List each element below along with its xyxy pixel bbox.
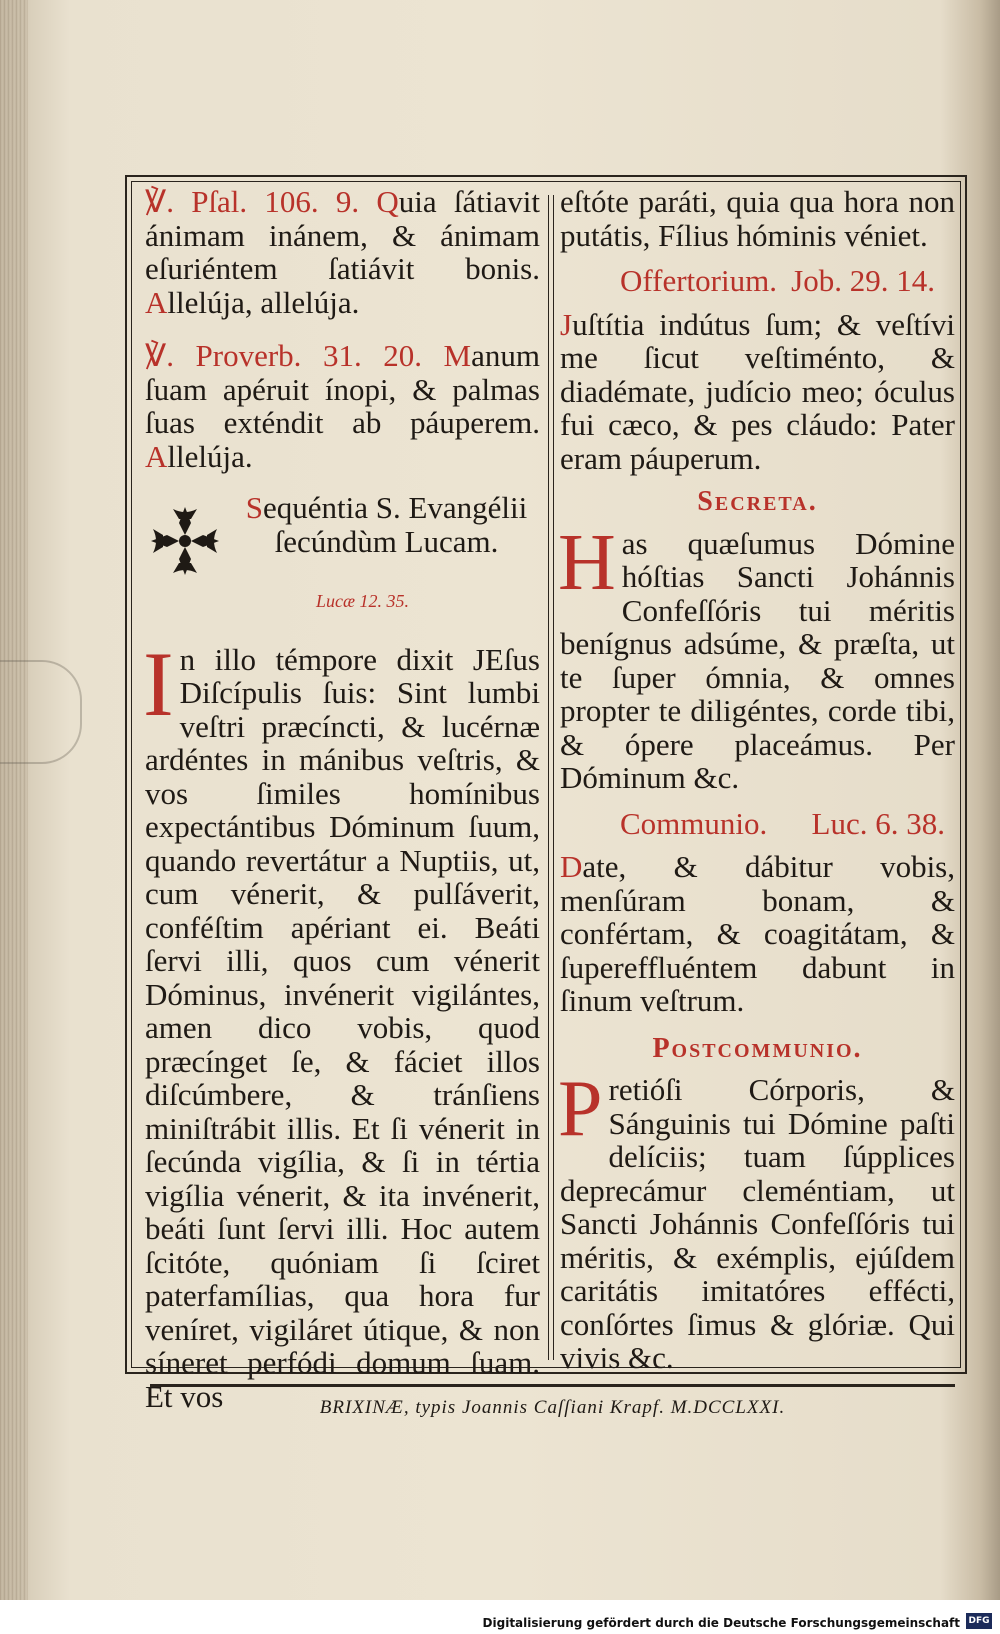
communion-ref: Luc. 6. 38. (811, 805, 945, 841)
page-tab-mark (0, 660, 82, 764)
sequence-title-line1: equéntia S. Evangélii (262, 490, 528, 525)
offertory-heading (560, 264, 955, 298)
offertory-body: uſtítia indútus ſum; & veſtívi me ſicut veſtiménto, & diadémate, judício meo; óculus fui cæco, & pes cláudo: Pater eram páuperum. (560, 306, 955, 476)
secret-initial: H (558, 518, 616, 607)
offertory-ref: Job. 29. 14. (791, 263, 935, 298)
verse1-alleluia-initial: A (145, 284, 168, 320)
postcommunion-initial: P (558, 1065, 603, 1153)
sequence-title (233, 491, 540, 558)
cross-fleury-icon (145, 501, 225, 581)
sequence-heading (145, 491, 540, 581)
verse1-alleluia-text: llelúja, allelúja. (167, 284, 360, 320)
offertory-text (560, 308, 955, 476)
communion-label: Communio. (620, 805, 768, 841)
communion-heading (560, 807, 955, 841)
right-column (560, 185, 955, 1375)
secret-heading: Secreta. (697, 486, 818, 517)
secret-body: as quæſumus Dómine hóſtias Sancti Johánnis Confeſſóris tui méritis benígnus adsúme, & præſta, ut te ſuper ómnia, & omnes propter te diligéntes, corde tibi, & ópere placeámus. Per Dóminum &c. (560, 525, 955, 795)
verse1-ref: ℣. Pſal. 106. 9. (145, 184, 360, 219)
verse2-alleluia-initial: A (145, 438, 168, 474)
verse2-initial: M (443, 338, 472, 373)
column-divider (548, 195, 554, 1360)
postcommunion-heading: Postcommunio. (652, 1032, 863, 1064)
communion-text (560, 850, 955, 1018)
verse2-alleluia-text: llelúja. (167, 438, 253, 474)
digitization-notice: Digitalisierung gefördert durch die Deutsche Forschungsgemeinschaft (482, 1616, 960, 1630)
gospel-initial: I (143, 632, 174, 735)
digitization-bar (0, 1600, 1000, 1634)
postcommunion-text (558, 1065, 955, 1375)
sequence-title-initial: S (245, 490, 263, 525)
printer-imprint: BRIXINÆ, typis Joannis Caſſiani Krapf. M.DCCLXXI. (319, 1397, 786, 1418)
gospel-text (143, 632, 540, 1414)
offertory-initial: J (560, 306, 573, 342)
secret-text (558, 518, 955, 795)
verse1-text: uia ſátiavit ánimam inánem, & ánimam eſuriéntem ſatiávit bonis. (145, 184, 540, 286)
dfg-logo-icon: DFG (966, 1613, 992, 1629)
sequence-ref: Lucæ 12. 35. (315, 591, 409, 611)
verse1 (145, 185, 540, 319)
left-column (145, 185, 540, 1413)
gospel-body: n illo témpore dixit JEſus Diſcípulis ſuis: Sint lumbi veſtri præcíncti, & lucérnæ ardéntes in mánibus veſtris, & vos ſimiles homínibus expectántibus Dóminum ſuum, quando revertátur a Nuptiis, ut, cum vénerit, & pulſáverit, conféſtim apériant ei. Beáti ſervi illi, quos cum vénerit Dóminus, invénerit vigilántes, amen dico vobis, quod præcínget ſe, & fáciet illos diſcúmbere, & tránſiens miniſtrábit illis. Et ſi vénerit in ſecúnda vigília, & ſi in tértia vigília vénerit, & ita invénerit, beáti ſunt ſervi illi. Hoc autem ſcitóte, quóniam ſi ſciret paterfamílias, qua hora fur veníret, vigiláret útique, & non síneret perfódi domum ſuam. Et vos (145, 641, 540, 1414)
verse2 (145, 339, 540, 473)
communion-initial: D (560, 849, 583, 884)
verse2-ref: ℣. Proverb. 31. 20. (145, 338, 422, 373)
page-stack-edge (0, 0, 28, 1600)
footer-rule (150, 1384, 955, 1387)
communion-body: ate, & dábitur vobis, menſúram bonam, & confértam, & coagitátam, & ſupereffluéntem dabunt in ſinum veſtrum. (560, 849, 955, 1018)
verse2-text: anum ſuam apéruit ínopi, & palmas ſuas exténdit ab páuperem. (145, 338, 540, 440)
offertory-label: Offertorium. (620, 263, 777, 298)
gospel-continuation: eſtóte paráti, quia qua hora non putátis, Fílius hóminis véniet. (560, 184, 955, 253)
sequence-title-line2: ſecúndùm Lucam. (274, 523, 499, 559)
verse1-initial: Q (376, 184, 399, 219)
postcommunion-body: retióſi Córporis, & Sánguinis tui Dómine paſti delíciis; tuam ſúpplices deprecámur cleméntiam, ut Sancti Johánnis Confeſſóris tui méritis, & exémplis, ejúſdem caritátis imitatóres effécti, conſórtes ſimus & glóriæ. Qui vivis &c. (560, 1072, 955, 1375)
